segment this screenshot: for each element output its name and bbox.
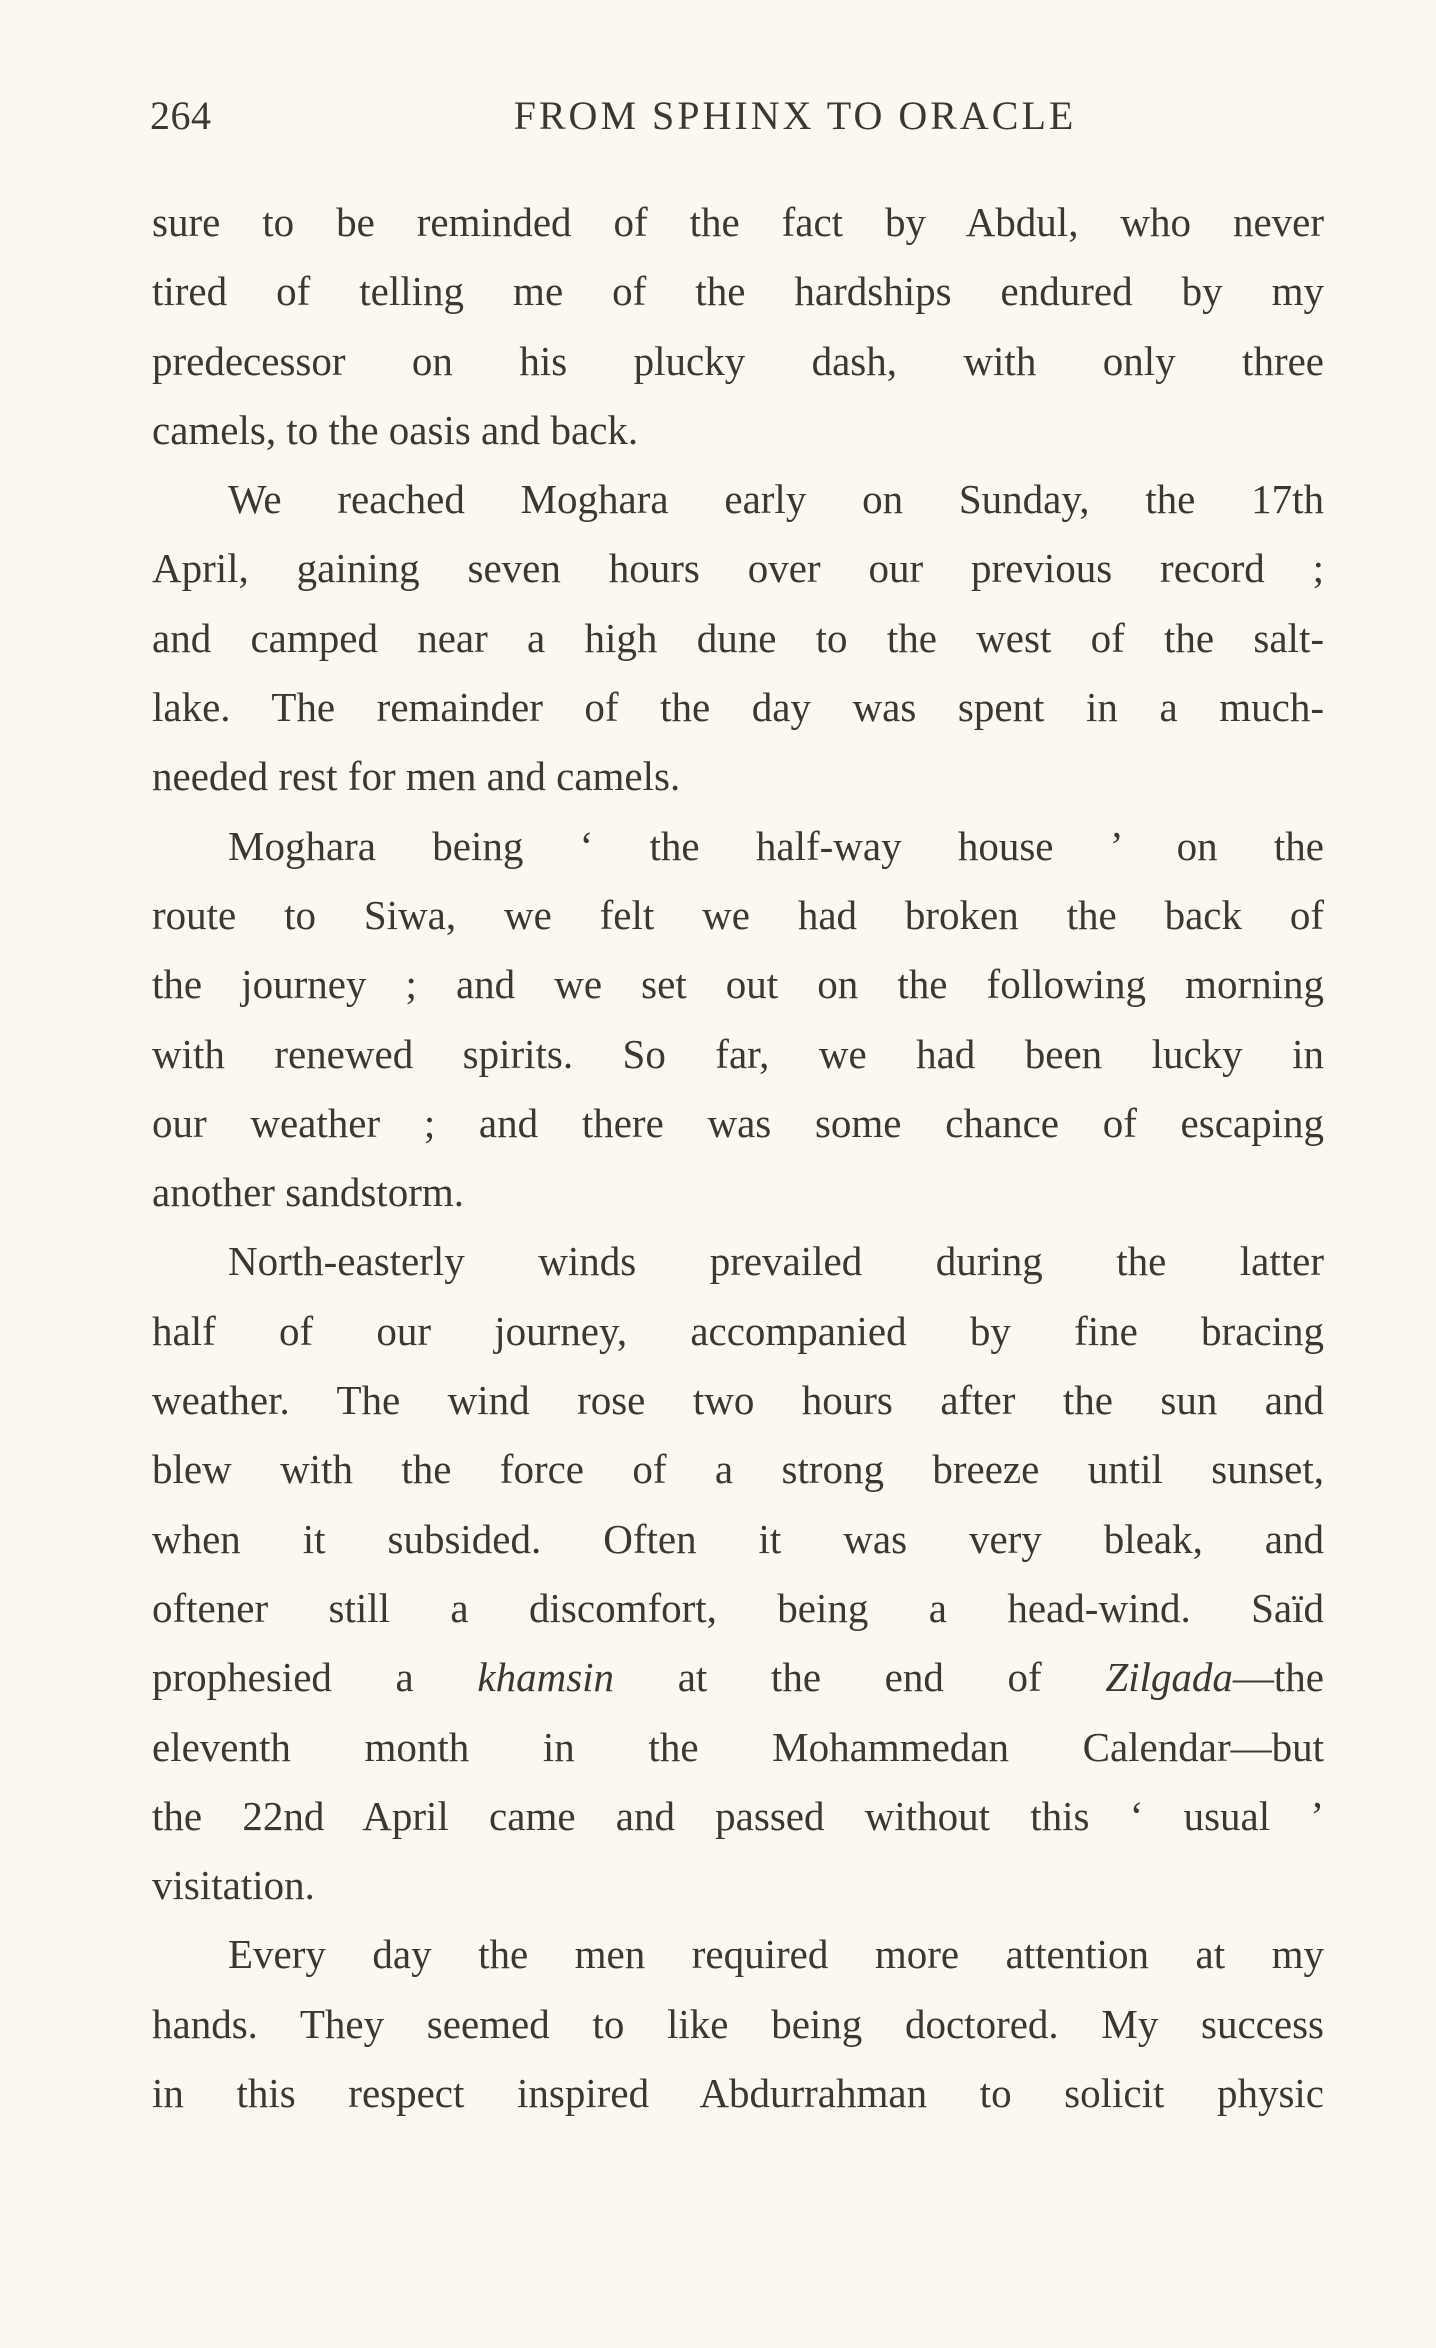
text-line [152,1435,1324,1504]
text-line [152,1920,1324,1989]
text-line [152,1643,1324,1712]
text-segment: North-easterly winds prevailed during the latter [228,1238,1324,1285]
text-segment: another sandstorm. [152,1169,464,1216]
text-segment: oftener still a discomfort, being a head-wind. Saïd [152,1584,1324,1631]
text-line [152,257,1324,326]
text-line [152,1158,1324,1227]
text-segment: blew with the force of a strong breeze until sunset, [152,1446,1324,1493]
text-line [152,1782,1324,1851]
text-line [152,1089,1324,1158]
text-line [152,1990,1324,2059]
text-segment: April, gaining seven hours over our previous record ; [152,545,1324,592]
text-segment: and camped near a high dune to the west of the salt- [152,614,1324,661]
text-segment: with renewed spirits. So far, we had been lucky in [152,1030,1324,1077]
text-line [152,465,1324,534]
text-segment: the journey ; and we set out on the following morning [152,961,1324,1008]
text-line [152,1851,1324,1920]
text-segment: prophesied a [152,1654,478,1701]
text-segment: the 22nd April came and passed without this ‘ usual ’ [152,1792,1324,1839]
text-line [152,1297,1324,1366]
text-line [152,1020,1324,1089]
text-segment: camels, to the oasis and back. [152,406,639,453]
text-line [152,396,1324,465]
text-segment: —the [1232,1654,1324,1701]
text-line [152,534,1324,603]
text-segment: half of our journey, accompanied by fine bracing [152,1307,1324,1354]
text-line [152,742,1324,811]
text-segment: hands. They seemed to like being doctored. My success [152,2000,1324,2047]
text-segment: visitation. [152,1862,315,1909]
running-head [150,92,1330,148]
text-segment: weather. The wind rose two hours after the sun and [152,1377,1324,1424]
text-line [152,1227,1324,1296]
text-segment: eleventh month in the Mohammedan Calendar—but [152,1723,1324,1770]
text-line [152,673,1324,742]
text-line [152,1713,1324,1782]
text-segment: needed rest for men and camels. [152,753,681,800]
running-title: FROM SPHINX TO ORACLE [513,93,1077,138]
text-line [152,188,1324,257]
italic-term: Zilgada [1105,1654,1233,1701]
text-segment: route to Siwa, we felt we had broken the back of [152,891,1324,938]
text-segment: predecessor on his plucky dash, with only three [152,337,1324,384]
text-segment: Every day the men required more attention at my [228,1931,1324,1978]
text-segment: at the end of [614,1654,1106,1701]
text-line [152,1366,1324,1435]
text-segment: lake. The remainder of the day was spent in a much- [152,684,1324,731]
text-line [152,327,1324,396]
text-line [152,881,1324,950]
text-segment: sure to be reminded of the fact by Abdul, who never [152,199,1324,245]
text-line [152,950,1324,1019]
page-number: 264 [150,93,212,138]
text-segment: tired of telling me of the hardships endured by my [152,268,1324,315]
text-line [152,1505,1324,1574]
text-line [152,1574,1324,1643]
text-segment: in this respect inspired Abdurrahman to solicit physic [152,2070,1324,2117]
text-segment: We reached Moghara early on Sunday, the 17th [228,476,1324,523]
text-line [152,812,1324,881]
body-text [152,188,1324,2128]
text-line [152,604,1324,673]
text-segment: Moghara being ‘ the half-way house ’ on the [228,822,1324,869]
text-line [152,2059,1324,2128]
text-segment: when it subsided. Often it was very bleak, and [152,1515,1324,1562]
text-segment: our weather ; and there was some chance of escaping [152,1099,1324,1146]
italic-term: khamsin [477,1654,615,1701]
